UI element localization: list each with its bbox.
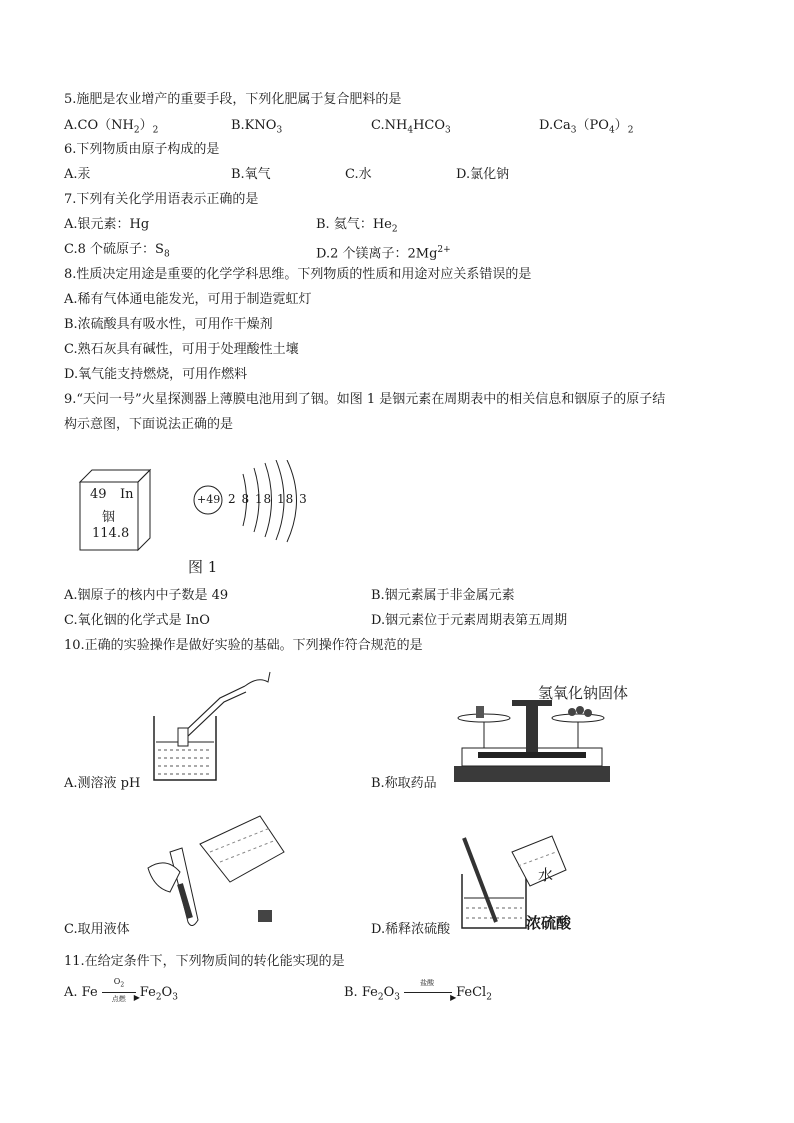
arrow-b-condition-top: 盐酸 [420,978,435,987]
q8-option-b: B.浓硫酸具有吸水性，可用作干燥剂 [64,317,273,332]
q6-stem: 6.下列物质由原子构成的是 [64,142,220,157]
q6-option-c: C.水 [345,167,372,182]
q5-option-b: $B.KNO_3$ [231,118,283,136]
cell-element-name: 铟 [102,510,116,525]
q8-option-a: A.稀有气体通电能发光，可用于制造霓虹灯 [64,292,312,307]
q7-option-a: A.银元素：Hg [64,217,150,232]
q10-option-d: D.稀释浓硫酸 [371,922,451,937]
figure-ph-test [150,668,280,788]
q10-option-c: C.取用液体 [64,922,130,937]
beaker-tongs-graphic [150,668,280,788]
q9-option-c: C.氧化铟的化学式是 InO [64,613,210,628]
reaction-arrow-a: $O_2$ ▶ 点燃 [102,987,140,999]
q5-option-c: $C.NH_4HCO_3$ [371,118,451,136]
figure-1 [78,460,308,580]
electron-shells: 2 8 18 18 3 [228,492,308,506]
q9-stem-line1: 9.“天问一号”火星探测器上薄膜电池用到了铟。如图 1 是铟元素在周期表中的相关信息和铟原子的原子结 [64,392,666,407]
water-label: 水 [538,866,554,884]
q5-option-a: $A.CO(NH_2)_2$ [64,118,159,136]
q6-option-a: A.汞 [64,167,91,182]
q7-option-c: C.8 个硫原子：$S_8$ [64,242,170,260]
q7-option-d: D.2 个镁离子：$2Mg^{2+}$ [316,245,451,262]
q10-stem: 10.正确的实验操作是做好实验的基础。下列操作符合规范的是 [64,638,423,653]
figure-caption: 图 1 [188,558,218,576]
q7-option-b: B. 氦气：$He_2$ [316,217,398,235]
q7-stem: 7.下列有关化学用语表示正确的是 [64,192,259,207]
q8-stem: 8.性质决定用途是重要的化学学科思维。下列物质的性质和用途对应关系错误的是 [64,267,532,282]
cell-atomic-number: 49 [90,487,107,502]
q9-option-a: A.铟原子的核内中子数是 49 [64,588,229,603]
cell-symbol: In [120,487,134,502]
q5-option-d: $D.Ca_3(PO_4)_2$ [539,118,634,136]
arrow-a-condition-top: $O_2$ [113,976,125,989]
q8-option-d: D.氧气能支持燃烧，可用作燃料 [64,367,248,382]
q9-stem-line2: 构示意图，下面说法正确的是 [64,417,234,432]
q11-option-b: B. $Fe_2O_3$ 盐酸 ▶ FeCl$_2$ [344,978,492,1003]
arrow-a-condition-bottom: 点燃 [111,994,126,1003]
q6-option-d: D.氯化钠 [456,167,510,182]
q9-option-b: B.铟元素属于非金属元素 [371,588,515,603]
q11-stem: 11.在给定条件下，下列物质间的转化能实现的是 [64,954,345,969]
balance-label: 氢氧化钠固体 [538,684,629,702]
cell-atomic-mass: 114.8 [92,526,130,541]
pour-graphic [140,812,290,932]
acid-label: 浓硫酸 [526,914,572,932]
q11-option-a: A. Fe $O_2$ ▶ 点燃 $Fe_2O_3$ [64,976,178,1003]
q10-option-a: A.测溶液 pH [64,776,141,791]
q10-option-b: B.称取药品 [371,776,437,791]
q6-option-b: B.氧气 [231,167,271,182]
q9-option-d: D.铟元素位于元素周期表第五周期 [371,613,568,628]
nucleus-charge: +49 [197,493,221,506]
reaction-arrow-b: 盐酸 ▶ [404,987,456,999]
figure-pour-liquid [140,812,290,932]
q5-stem: 5.施肥是农业增产的重要手段，下列化肥属于复合肥料的是 [64,92,402,107]
q8-option-c: C.熟石灰具有碱性，可用于处理酸性土壤 [64,342,299,357]
